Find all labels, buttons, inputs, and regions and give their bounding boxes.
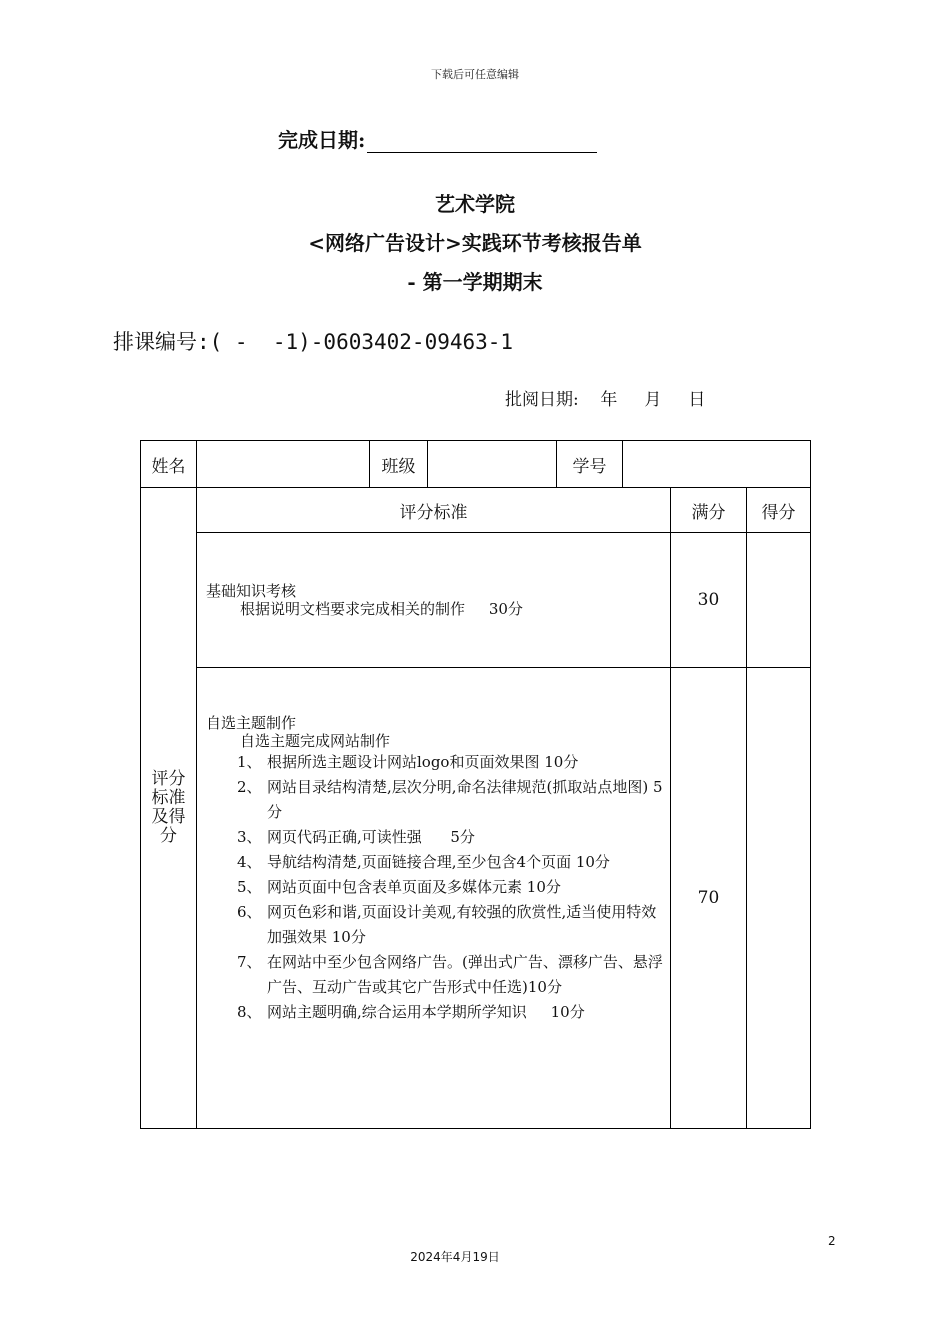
report-title: <网络广告设计>实践环节考核报告单 [308, 231, 642, 255]
course-code: 排课编号:( - -1)-0603402-09463-1 [113, 330, 514, 354]
custom-score-cell[interactable] [747, 668, 811, 1129]
custom-subtitle: 自选主题完成网站制作 [240, 732, 391, 750]
footer-date: 2024年4月19日 [410, 1250, 500, 1264]
custom-title: 自选主题制作 [206, 714, 297, 732]
basic-score-cell[interactable] [747, 533, 811, 668]
item-number: 3、 [237, 828, 262, 846]
section-label: 评分标准及得分 [151, 769, 186, 846]
item-number: 6、 [237, 903, 262, 921]
class-label: 班级 [370, 441, 428, 488]
item-text: 在网站中至少包含网络广告。(弹出式广告、漂移广告、悬浮广告、互动广告或其它广告形式中任选)10分 [267, 953, 663, 996]
basic-criteria [197, 582, 670, 618]
item-text: 网站目录结构清楚,层次分明,命名法律规范(抓取站点地图) 5分 [267, 778, 663, 821]
item-text: 根据所选主题设计网站logo和页面效果图 10分 [267, 753, 579, 771]
item-text: 导航结构清楚,页面链接合理,至少包含4个页面 10分 [267, 853, 610, 871]
custom-full-score: 70 [671, 668, 747, 1129]
completion-date-label: 完成日期: [278, 128, 366, 152]
item-text: 网页代码正确,可读性强 5分 [267, 828, 475, 846]
grade-table [140, 440, 811, 1129]
section-label-cell [141, 488, 197, 1129]
list-item [197, 775, 670, 825]
basic-full-score: 30 [671, 533, 747, 668]
term-label: - 第一学期期末 [407, 270, 543, 294]
full-score-header: 满分 [671, 488, 747, 533]
completion-date [278, 124, 597, 153]
custom-criteria-cell [197, 668, 671, 1129]
item-number: 7、 [237, 953, 262, 971]
custom-item-list [197, 750, 670, 1025]
name-label: 姓名 [141, 441, 197, 488]
list-item [197, 950, 670, 1000]
basic-criteria-cell [197, 533, 671, 668]
list-item [197, 825, 670, 850]
list-item [197, 875, 670, 900]
item-number: 5、 [237, 878, 262, 896]
custom-criteria [197, 714, 670, 750]
student-id-label: 学号 [557, 441, 623, 488]
item-number: 8、 [237, 1003, 262, 1021]
item-text: 网站主题明确,综合运用本学期所学知识 10分 [267, 1003, 585, 1021]
score-header: 得分 [747, 488, 811, 533]
item-text: 网站页面中包含表单页面及多媒体元素 10分 [267, 878, 561, 896]
item-number: 4、 [237, 853, 262, 871]
criteria-header: 评分标准 [197, 488, 671, 533]
student-id-input-cell[interactable] [623, 441, 811, 488]
name-input-cell[interactable] [197, 441, 370, 488]
item-text: 网页色彩和谐,页面设计美观,有较强的欣赏性,适当使用特效加强效果 10分 [267, 903, 657, 946]
list-item [197, 750, 670, 775]
item-number: 1、 [237, 753, 262, 771]
basic-title: 基础知识考核 [206, 582, 297, 600]
item-number: 2、 [237, 778, 262, 796]
college-name: 艺术学院 [435, 192, 515, 216]
header-note: 下载后可任意编辑 [431, 68, 519, 81]
class-input-cell[interactable] [428, 441, 557, 488]
list-item [197, 1000, 670, 1025]
basic-desc: 根据说明文档要求完成相关的制作 30分 [240, 600, 523, 618]
list-item [197, 900, 670, 950]
review-date: 批阅日期: 年 月 日 [505, 390, 706, 410]
list-item [197, 850, 670, 875]
page-number: 2 [828, 1234, 836, 1248]
completion-date-blank[interactable] [367, 130, 597, 153]
